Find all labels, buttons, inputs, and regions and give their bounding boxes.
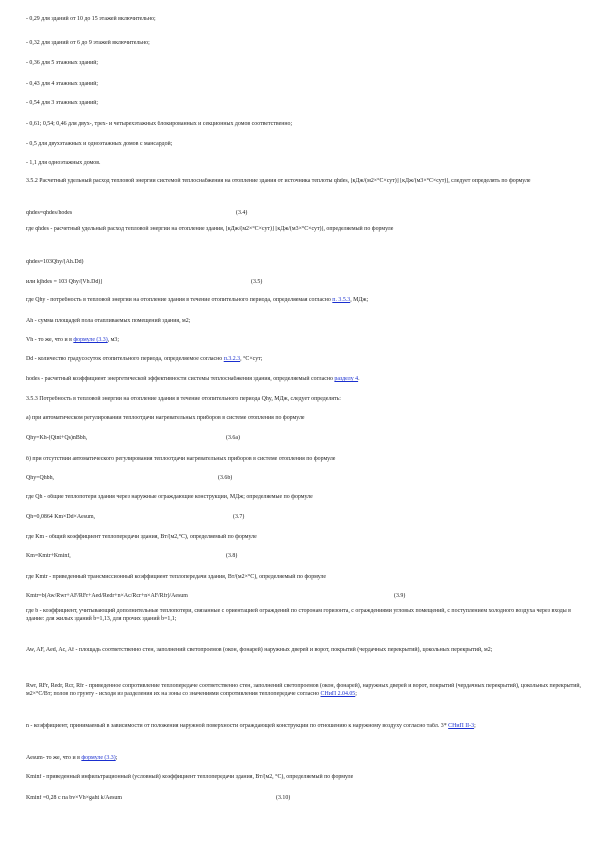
paragraph-resistances — [26, 683, 582, 698]
list-item: - 1,1 для одноэтажных домов. — [26, 160, 101, 166]
link-snip-2-04-05[interactable]: СНиП 2.04.05 — [320, 690, 356, 697]
text-run: Aesum- то же, что и в — [26, 755, 82, 761]
link-p-3-2-3[interactable]: п.3.2.3 — [223, 356, 241, 362]
text-run: ; — [474, 723, 476, 729]
formula-number: (3.7) — [233, 514, 245, 520]
formula-qhdes: qhdes=103Qhy/(Ah.Dd) — [26, 259, 84, 265]
text-run: , МДж; — [350, 297, 369, 303]
paragraph-case-b: б) при отсутствии автоматического регулирования теплоотдачи нагревательных приборов в системе отопления по формуле — [26, 456, 336, 462]
formula-expression: Qhy=Qhbh, — [26, 475, 55, 481]
formula-3-6a — [26, 435, 582, 443]
list-item: - 0,43 для 4 этажных зданий; — [26, 81, 99, 87]
text-run: . — [358, 376, 360, 382]
paragraph-ah: Ah - сумма площадей пола отапливаемых помещений здания, м2; — [26, 318, 191, 324]
text-run: , °С×сут; — [240, 356, 263, 362]
paragraph-areas: Aw, AF, Aed, Ac, Af - площадь соответственно стен, заполнений светопроемов (окон, фонарей) наружных дверей и ворот, покрытий (чердачных перекрытий), цокольных перекрытий, м2; — [26, 647, 493, 653]
formula-number: (3.8) — [226, 553, 238, 559]
formula-expression: Km=Kmtr+Kminf, — [26, 553, 71, 559]
formula-3-8 — [26, 553, 582, 561]
link-snip-ii-3[interactable]: СНиП II-3 — [448, 723, 475, 729]
formula-expression: Kminf =0,28 с па bv×Vh×gaht k/Aesum — [26, 795, 122, 801]
text-run: hodes - расчетный коэффициент энергетической эффективности системы теплоснабжения здания, определяемый согласно — [26, 376, 335, 382]
formula-3-6b — [26, 475, 582, 483]
text-run: где Qhy - потребность в тепловой энергии на отопление здания в течение отопительного периода, определяемая согласно — [26, 297, 333, 303]
formula-expression: Qh=0,0864 Km×Dd×Aesum, — [26, 514, 96, 520]
paragraph-kminf: Kminf - приведенный инфильтрационный (условный) коэффициент теплопередачи здания, Вт/(м2, °С), определяемый по формуле — [26, 774, 354, 780]
link-formula-3-3[interactable]: формуле (3.3) — [73, 337, 108, 343]
text-run: ; — [115, 755, 118, 761]
link-section-4[interactable]: разделу 4 — [334, 376, 359, 382]
paragraph-kmtr: где Kmtr - приведенный трансмиссионный коэффициент теплопередачи здания, Вт/(м2×°С), определяемый по формуле — [26, 574, 327, 580]
text-run: Dd - количество градусосуток отопительного периода, определяемое согласно — [26, 356, 224, 362]
list-item: - 0,36 для 5 этажных зданий; — [26, 60, 99, 66]
formula-3-9 — [26, 593, 582, 601]
text-run: n - коэффициент, принимаемый в зависимости от положения наружной поверхности ограждающей конструкции по отношению к наружному воздуху согласно табл. 3* — [26, 723, 449, 729]
paragraph-3-5-3: 3.5.3 Потребность в тепловой энергии на отопление здания в течение отопительного периода Qhy, МДж, следует определять: — [26, 396, 341, 402]
formula-expression: Kmtr=b(Aw/Rwr+AF/RFr+Aed/Redr+n×Ac/Rcr+n×AF/Rfr)/Aesum — [26, 593, 188, 599]
formula-number: (3.6а) — [226, 435, 240, 441]
paragraph-hodes — [26, 376, 582, 384]
paragraph-aesum — [26, 755, 582, 763]
list-item: - 0,61; 0,54; 0,46 для двух-, трех- и четырехэтажных блокированных и секционных домов соответственно; — [26, 121, 293, 127]
text-run: Rwr, RFr, Redr, Rcr, Rfr - приведенное сопротивление теплопередаче соответственно стен, заполнений светопроемов (окон, фонарей), наружных дверей и ворот, покрытий (чердачных перекрытий), цокольных перекрытий, м2×°С/Вт; полов по грунту - исходя из разделения их на зоны со значениями сопротивления теплопередаче согласно — [26, 683, 581, 697]
formula-expression: Qhy=Kh-(Qint+Qs)nBbh, — [26, 435, 88, 441]
paragraph-n-coef — [26, 723, 582, 731]
paragraph-qhy — [26, 297, 582, 305]
paragraph-b-coef: где b - коэффициент, учитывающий дополнительные теплопотери, связанные с ориентацией ограждений по сторонам горизонта, с ограждениями угловых помещений, с поступлением холодного воздуха через входы в здание: для жилых зданий b=1,13, для прочих зданий b=1,1; — [26, 608, 571, 622]
formula-number: (3.9) — [394, 593, 406, 599]
paragraph-qhdes: где qhdes - расчетный удельный расход тепловой энергии на отопление здания, [кДж/(м2×°С×сут)] [кДж/(м3×°С×сут)], определяемый по формуле — [26, 226, 394, 232]
paragraph-3-5-2: 3.5.2 Расчетный удельный расход тепловой энергии системой теплоснабжения на отопление здания от источника теплоты qhdes, [кДж/(м2×°С×сут)] [кДж/(м3×°С×сут)], следует определять по формуле — [26, 178, 531, 184]
link-formula-3-3[interactable]: формуле (3.3) — [81, 755, 116, 761]
list-item: - 0,32 для зданий от 6 до 9 этажей включительно; — [26, 40, 150, 46]
formula-number: (3.5) — [251, 279, 263, 285]
formula-3-4 — [26, 210, 582, 218]
text-run: Vh - то же, что и в — [26, 337, 74, 343]
list-item: - 0,5 для двухэтажных и одноэтажных домов с мансардой; — [26, 141, 173, 147]
formula-expression: qhdes=qhdes/hodes — [26, 210, 73, 216]
paragraph-km: где Km - общий коэффициент теплопередачи здания, Вт/(м2,°С), определяемый по формуле — [26, 534, 257, 540]
paragraph-qh: где Qh - общие теплопотери здания через наружные ограждающие конструкции, МДж; определяемые по формуле — [26, 494, 313, 500]
paragraph-case-a: а) при автоматическом регулировании теплоотдачи нагревательных приборов в системе отопления по формуле — [26, 415, 305, 421]
formula-number: (3.10) — [276, 795, 291, 801]
formula-3-7 — [26, 514, 582, 522]
formula-3-5 — [26, 279, 582, 287]
formula-number: (3.6b) — [218, 475, 233, 481]
formula-expression: или kjhdes = 103 Qhy/(Vh.Dd)] — [26, 279, 103, 285]
formula-3-10 — [26, 795, 582, 803]
paragraph-vh — [26, 337, 582, 345]
list-item: - 0,29 для зданий от 10 до 15 этажей включительно; — [26, 16, 156, 22]
text-run: , м3; — [107, 337, 119, 343]
formula-number: (3.4) — [236, 210, 248, 216]
text-run: ; — [355, 690, 357, 697]
link-p-3-5-3[interactable]: п. 3.5.3 — [332, 297, 351, 303]
paragraph-dd — [26, 356, 582, 364]
list-item: - 0,54 для 3 этажных зданий; — [26, 100, 99, 106]
